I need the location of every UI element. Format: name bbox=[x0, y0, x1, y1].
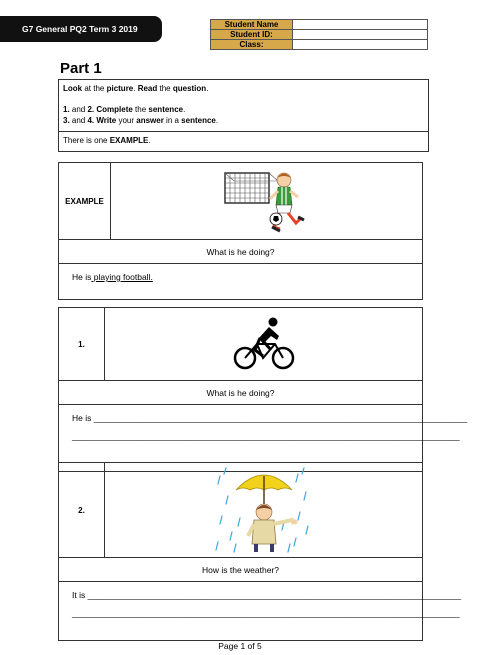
question-2-label: 2. bbox=[59, 463, 105, 557]
question-1-block bbox=[58, 307, 468, 472]
boy-with-umbrella-in-rain-image bbox=[214, 466, 314, 554]
question-1-picture bbox=[105, 308, 422, 380]
example-question-text: What is he doing? bbox=[59, 240, 422, 264]
goal-and-football-boy-image bbox=[222, 165, 312, 237]
part-title: Part 1 bbox=[60, 60, 102, 77]
question-2-block bbox=[58, 462, 462, 641]
question-2-text: How is the weather? bbox=[59, 558, 422, 582]
cyclist-silhouette-image bbox=[233, 316, 295, 372]
example-answer bbox=[59, 264, 422, 299]
instruction-line-1: Look at the picture. Read the question. bbox=[63, 84, 209, 93]
example-question-block bbox=[58, 162, 423, 300]
page-number: Page 1 of 5 bbox=[218, 641, 262, 651]
example-picture bbox=[111, 163, 422, 239]
example-answer-prefix: He is bbox=[72, 272, 92, 282]
instruction-line-3: 3. and 4. Write your answer in a sentence. bbox=[63, 116, 219, 125]
student-id-label: Student ID: bbox=[211, 30, 293, 40]
student-info-table bbox=[210, 19, 428, 50]
question-1-text: What is he doing? bbox=[59, 381, 422, 405]
question-2-answer-line-1[interactable]: It is _______________________________________________________________________________ bbox=[72, 590, 462, 600]
question-2-picture bbox=[105, 463, 422, 557]
example-answer-text: playing football. bbox=[91, 272, 153, 282]
instructions-box bbox=[58, 79, 429, 152]
question-2-answer-area[interactable] bbox=[59, 582, 462, 640]
question-1-answer-line-1[interactable]: He is _______________________________________________________________________________ bbox=[72, 413, 468, 423]
student-name-label: Student Name bbox=[211, 20, 293, 30]
instruction-divider bbox=[59, 131, 428, 132]
question-1-answer-line-2[interactable]: __________________________________________________________________________________ bbox=[72, 431, 460, 441]
instruction-line-4: There is one EXAMPLE. bbox=[63, 136, 151, 145]
question-2-answer-line-2[interactable]: __________________________________________________________________________________ bbox=[72, 608, 460, 618]
document-header-tab bbox=[0, 16, 162, 42]
example-label: EXAMPLE bbox=[59, 163, 111, 239]
document-header-title: G7 General PQ2 Term 3 2019 bbox=[22, 24, 138, 34]
class-field[interactable] bbox=[293, 40, 428, 50]
instruction-line-2: 1. and 2. Complete the sentence. bbox=[63, 105, 186, 114]
student-name-field[interactable] bbox=[293, 20, 428, 30]
class-label: Class: bbox=[211, 40, 293, 50]
question-1-label: 1. bbox=[59, 308, 105, 380]
student-id-field[interactable] bbox=[293, 30, 428, 40]
